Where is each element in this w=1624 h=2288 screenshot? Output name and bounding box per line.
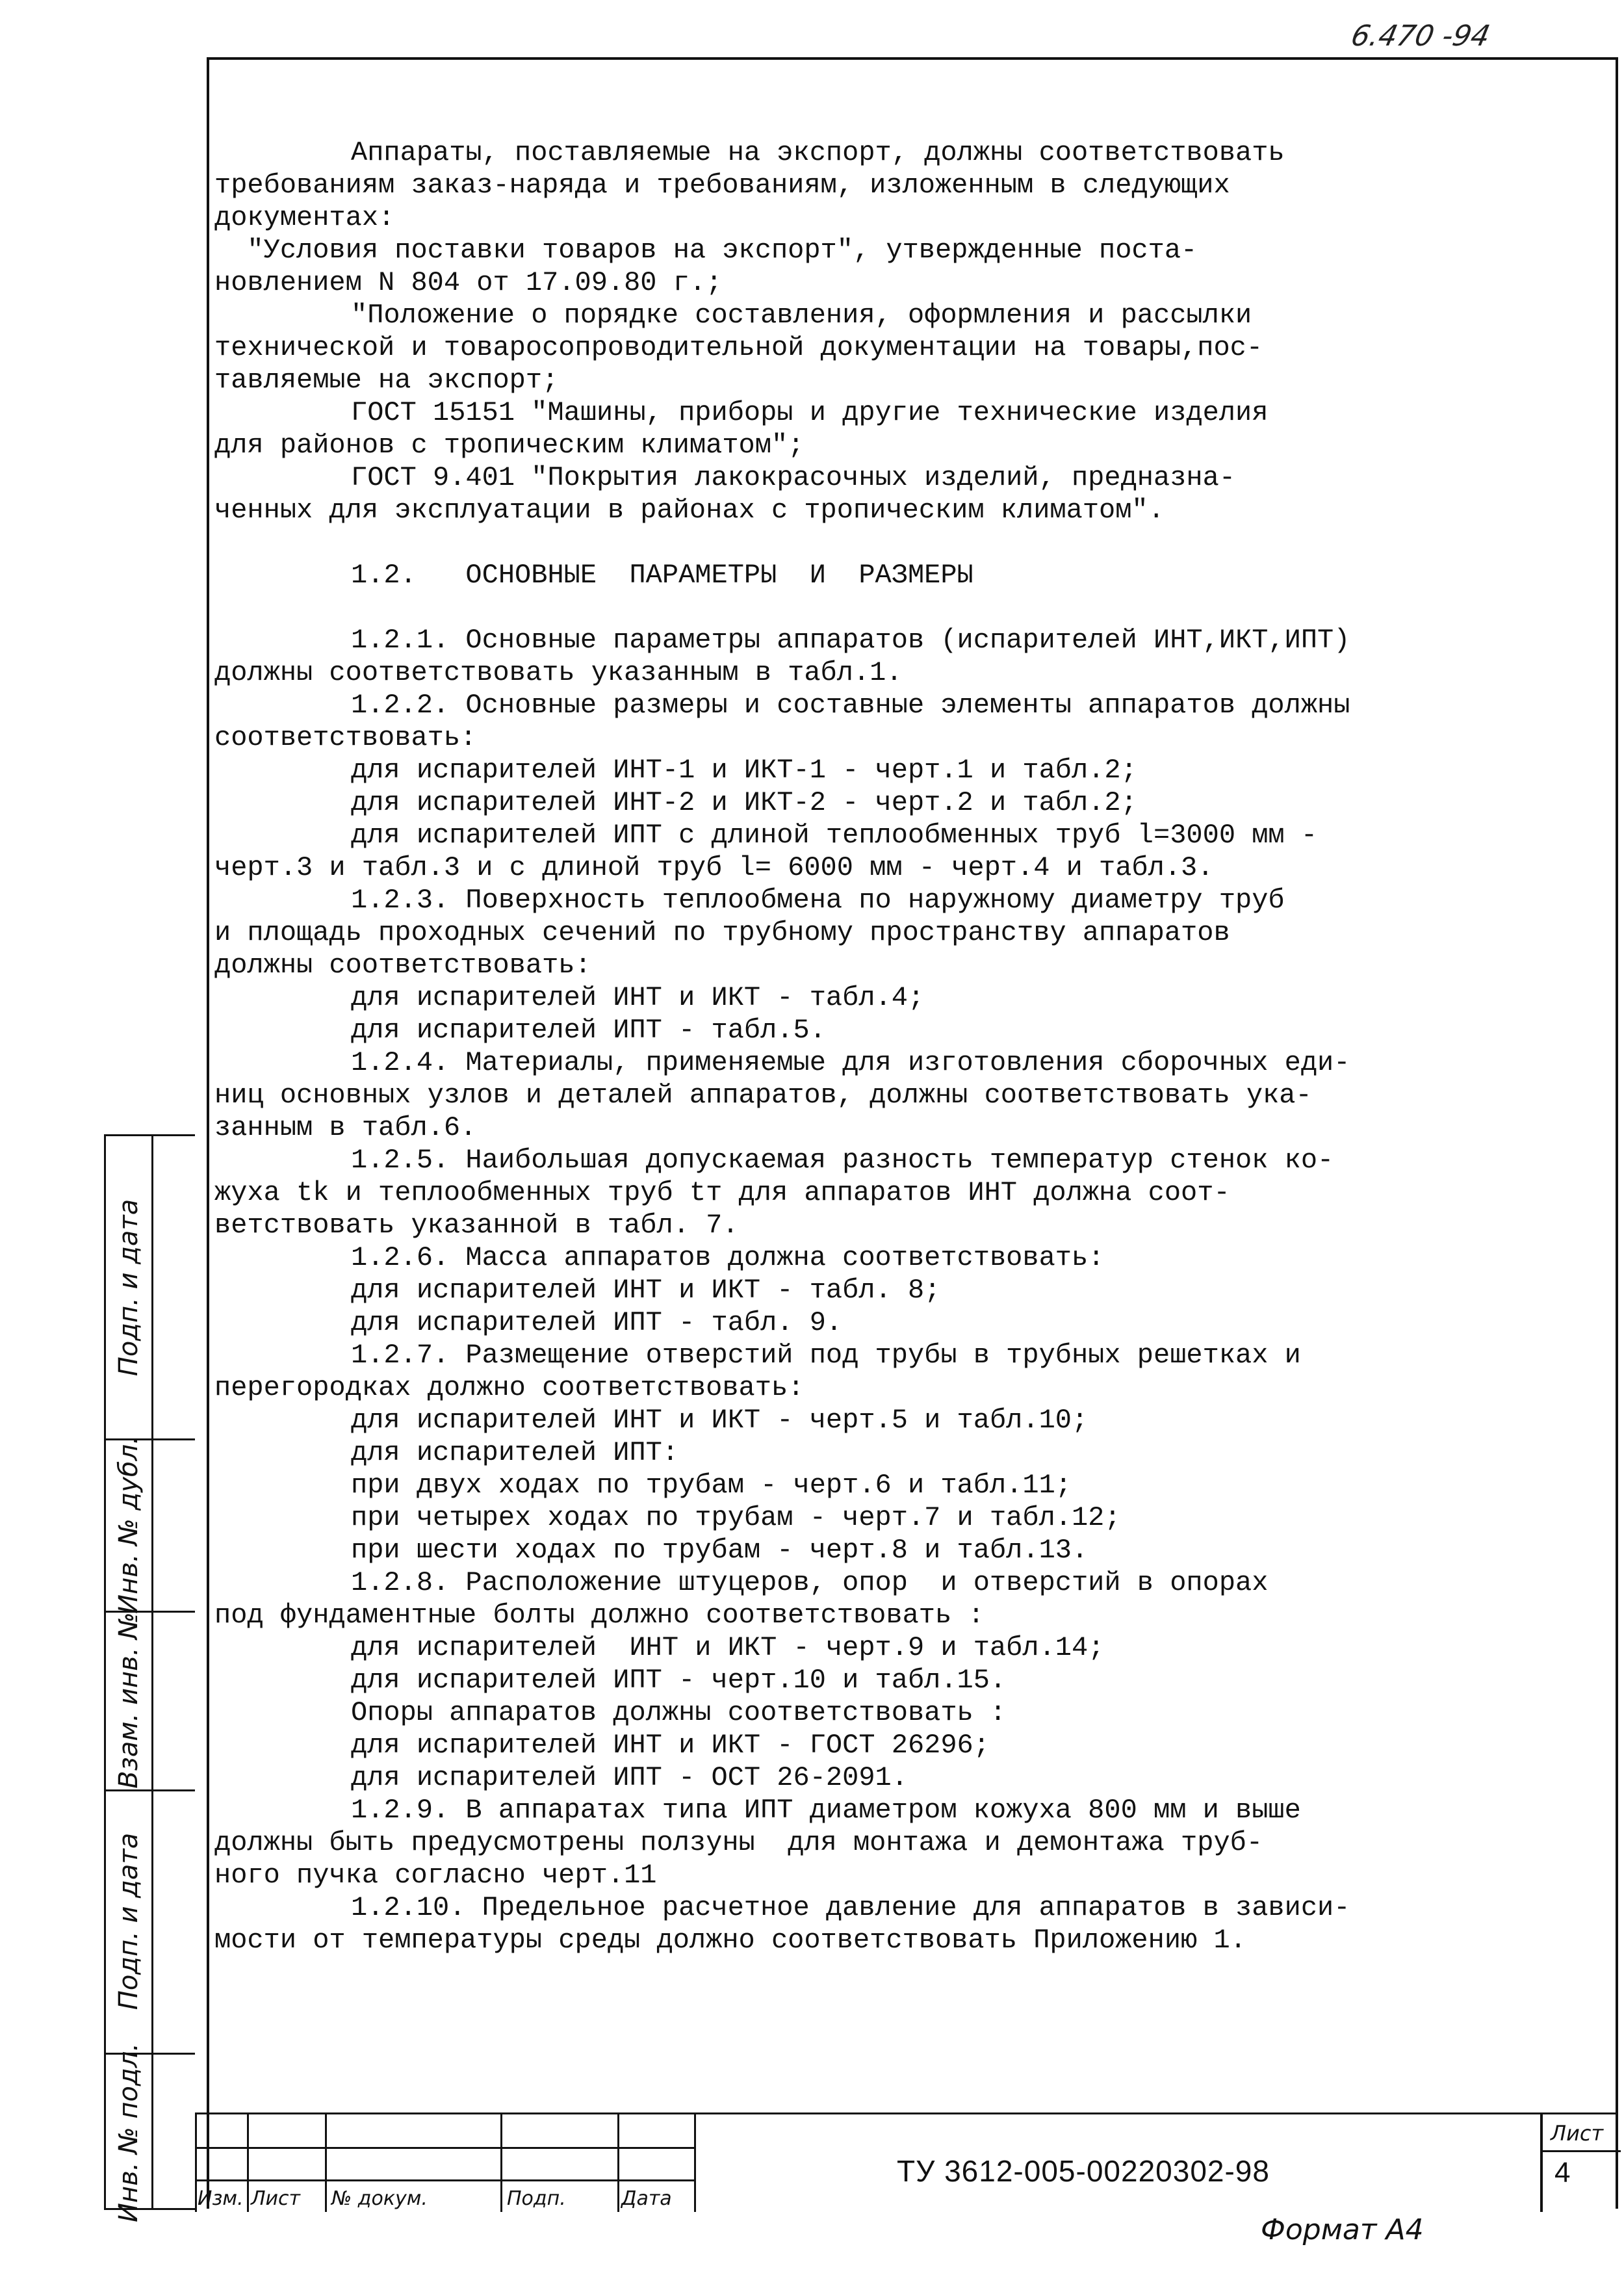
text-line: ГОСТ 15151 "Машины, приборы и другие технические изделия xyxy=(351,397,1269,428)
side-cell-sign-date-1 xyxy=(106,1136,151,1438)
text-line: 1.2.7. Размещение отверстий под трубы в трубных решетках и xyxy=(351,1340,1301,1371)
text-line: Аппараты, поставляемые на экспорт, должны соответствовать xyxy=(351,137,1285,168)
binding-strip xyxy=(104,1134,195,2222)
text-line: для испарителей ИПТ с длиной теплообменных труб l=3000 мм - xyxy=(351,820,1318,851)
side-cell-sign-date-2 xyxy=(106,1791,151,2051)
side-label-sign-date-2: Подп. и дата xyxy=(114,1832,144,2010)
caption-signature: Подп. xyxy=(507,2187,566,2210)
side-cell-orig-inv xyxy=(106,2043,151,2222)
caption-doc-number: № докум. xyxy=(331,2187,428,2210)
text-line: ниц основных узлов и деталей аппаратов, должны соответствовать ука- xyxy=(214,1080,1312,1111)
sheet-number: 4 xyxy=(1554,2157,1571,2189)
text-line: 1.2.10. Предельное расчетное давление для аппаратов в зависи- xyxy=(351,1892,1350,1923)
side-label-orig-inv: Инв. № подл. xyxy=(114,2043,144,2222)
text-line: при четырех ходах по трубам - черт.7 и табл.12; xyxy=(351,1502,1121,1533)
text-line: при шести ходах по трубам - черт.8 и табл.13. xyxy=(351,1535,1089,1566)
text-line: тавляемые на экспорт; xyxy=(214,365,559,396)
text-line: 1.2.3. Поверхность теплообмена по наружному диаметру труб xyxy=(351,885,1285,916)
corner-handwritten-mark: 6.470 -94 xyxy=(1348,20,1493,53)
text-line: черт.3 и табл.3 и с длиной труб l= 6000 мм - черт.4 и табл.3. xyxy=(214,852,1214,883)
side-label-repl-inv: Взам. инв. № xyxy=(114,1612,144,1789)
document-code: ТУ 3612-005-00220302-98 xyxy=(897,2154,1270,2188)
text-line: 1.2.5. Наибольшая допускаемая разность температур стенок ко- xyxy=(351,1145,1334,1176)
title-block xyxy=(195,2112,1618,2210)
sheet-box xyxy=(1540,2114,1621,2212)
text-line: для районов с тропическим климатом"; xyxy=(214,430,805,461)
text-line: новлением N 804 от 17.09.80 г.; xyxy=(214,267,723,298)
side-cell-dup-inv xyxy=(106,1436,151,1614)
text-line: соответствовать: xyxy=(214,722,477,753)
text-line: мости от температуры среды должно соответствовать Приложению 1. xyxy=(214,1925,1246,1956)
strip-divider xyxy=(151,1136,153,2208)
caption-change: Изм. xyxy=(198,2187,244,2210)
text-line: занным в табл.6. xyxy=(214,1112,477,1143)
text-line: для испарителей ИНТ-1 и ИКТ-1 - черт.1 и табл.2; xyxy=(351,755,1137,786)
format-label: Формат А4 xyxy=(1261,2213,1424,2246)
text-line: "Положение о порядке составления, оформления и рассылки xyxy=(351,300,1252,331)
text-line: 1.2.4. Материалы, применяемые для изготовления сборочных еди- xyxy=(351,1047,1350,1078)
revision-grid xyxy=(195,2114,695,2212)
sheet-caption: Лист xyxy=(1551,2121,1604,2146)
text-line: должны соответствовать: xyxy=(214,950,591,981)
caption-date: Дата xyxy=(621,2187,672,2210)
text-line: ченных для эксплуатации в районах с тропическим климатом". xyxy=(214,495,1165,526)
text-line: перегородках должно соответствовать: xyxy=(214,1372,805,1403)
text-line: жуха tk и теплообменных труб tт для аппаратов ИНТ должна соот- xyxy=(214,1177,1230,1208)
side-label-sign-date-1: Подп. и дата xyxy=(114,1199,144,1376)
text-line: ного пучка согласно черт.11 xyxy=(214,1860,657,1891)
text-line: для испарителей ИНТ и ИКТ - черт.9 и табл.14; xyxy=(351,1632,1105,1663)
text-line: 1.2. ОСНОВНЫЕ ПАРАМЕТРЫ И РАЗМЕРЫ xyxy=(351,560,973,591)
text-line: должны соответствовать указанным в табл.1. xyxy=(214,657,903,688)
text-line: для испарителей ИПТ - черт.10 и табл.15. xyxy=(351,1665,1007,1696)
side-cell-repl-inv xyxy=(106,1613,151,1788)
text-line: для испарителей ИНТ и ИКТ - табл.4; xyxy=(351,982,925,1013)
text-line: "Условия поставки товаров на экспорт", утвержденные поста- xyxy=(214,235,1198,266)
text-line: 1.2.1. Основные параметры аппаратов (испарителей ИНТ,ИКТ,ИПТ) xyxy=(351,625,1350,656)
caption-sheet: Лист xyxy=(251,2187,301,2210)
text-line: ГОСТ 9.401 "Покрытия лакокрасочных изделий, предназна- xyxy=(351,462,1236,493)
text-line: 1.2.8. Расположение штуцеров, опор и отверстий в опорах xyxy=(351,1567,1269,1598)
text-line: требованиям заказ-наряда и требованиям, изложенным в следующих xyxy=(214,170,1230,201)
text-line: 1.2.2. Основные размеры и составные элементы аппаратов должны xyxy=(351,690,1350,721)
text-line: при двух ходах по трубам - черт.6 и табл.11; xyxy=(351,1470,1072,1501)
text-line: для испарителей ИНТ-2 и ИКТ-2 - черт.2 и табл.2; xyxy=(351,787,1137,818)
text-line: Опоры аппаратов должны соответствовать : xyxy=(351,1697,1007,1728)
text-line: для испарителей ИПТ - табл. 9. xyxy=(351,1307,843,1338)
text-line: для испарителей ИПТ - ОСТ 26-2091. xyxy=(351,1762,908,1793)
text-line: 1.2.9. В аппаратах типа ИПТ диаметром кожуха 800 мм и выше xyxy=(351,1795,1301,1826)
text-line: технической и товаросопроводительной документации на товары,пос- xyxy=(214,332,1263,363)
text-line: документах: xyxy=(214,202,395,233)
text-line: под фундаментные болты должно соответствовать : xyxy=(214,1600,985,1631)
text-line: для испарителей ИПТ - табл.5. xyxy=(351,1015,826,1046)
text-line: 1.2.6. Масса аппаратов должна соответствовать: xyxy=(351,1242,1105,1273)
text-line: для испарителей ИНТ и ИКТ - ГОСТ 26296; xyxy=(351,1730,990,1761)
text-line: и площадь проходных сечений по трубному пространству аппаратов xyxy=(214,917,1230,948)
side-label-dup-inv: Инв. № дубл. xyxy=(114,1436,144,1614)
text-line: должны быть предусмотрены ползуны для монтажа и демонтажа труб- xyxy=(214,1827,1263,1858)
text-line: для испарителей ИНТ и ИКТ - табл. 8; xyxy=(351,1275,941,1306)
text-line: для испарителей ИПТ: xyxy=(351,1437,679,1468)
text-line: для испарителей ИНТ и ИКТ - черт.5 и табл.10; xyxy=(351,1405,1089,1436)
text-line: ветствовать указанной в табл. 7. xyxy=(214,1210,739,1241)
